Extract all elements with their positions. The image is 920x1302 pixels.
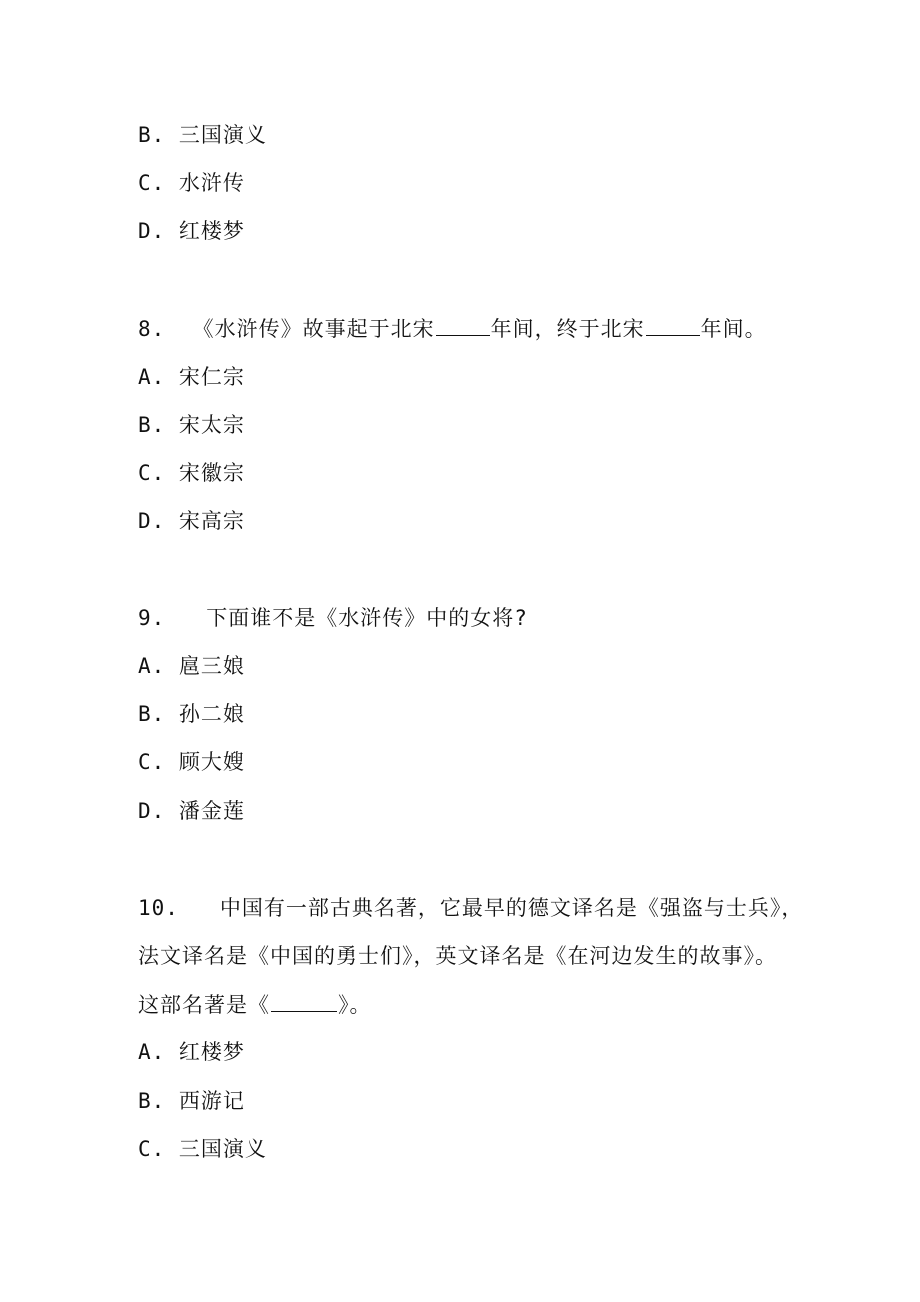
q10-stem-line2: 法文译名是《中国的勇士们》，英文译名是《在河边发生的故事》。 — [138, 944, 777, 968]
q8-number: 8. — [138, 317, 166, 341]
q9-option-b: B. 孙二娘 — [138, 702, 245, 726]
q10-option-b: B. 西游记 — [138, 1089, 245, 1113]
q8-blank-1 — [436, 313, 490, 336]
q8-stem — [138, 313, 767, 344]
q9-option-a: A. 扈三娘 — [138, 654, 245, 678]
q9-option-d: D. 潘金莲 — [138, 799, 245, 823]
q10-stem-line3 — [138, 989, 372, 1020]
q9-number: 9. — [138, 606, 166, 630]
q8-option-c: C. 宋徽宗 — [138, 461, 245, 485]
q10-stem-line1 — [138, 893, 803, 923]
q8-option-a: A. 宋仁宗 — [138, 365, 245, 389]
q10-line3-part1: 这部名著是《 — [138, 993, 270, 1017]
q10-blank — [271, 989, 337, 1012]
q8-blank-2 — [646, 313, 700, 336]
q7-option-c: C. 水浒传 — [138, 171, 245, 195]
q9-text: 下面谁不是《水浒传》中的女将? — [206, 606, 528, 630]
q9-option-c: C. 顾大嫂 — [138, 750, 245, 774]
q8-option-b: B. 宋太宗 — [138, 413, 245, 437]
q10-line1-text: 中国有一部古典名著，它最早的德文译名是《强盗与士兵》， — [219, 896, 804, 920]
q7-option-d: D. 红楼梦 — [138, 219, 245, 243]
q8-text-part1: 《水浒传》故事起于北宋 — [192, 317, 435, 341]
q10-option-a: A. 红楼梦 — [138, 1040, 245, 1064]
q10-option-c: C. 三国演义 — [138, 1137, 267, 1161]
q10-line3-part2: 》。 — [338, 993, 372, 1017]
q10-number: 10. — [138, 896, 179, 920]
q8-option-d: D. 宋高宗 — [138, 509, 245, 533]
q9-stem — [138, 603, 528, 633]
q8-text-part3: 年间。 — [700, 317, 767, 341]
q8-text-part2: 年间，终于北宋 — [490, 317, 645, 341]
q7-option-b: B. 三国演义 — [138, 123, 267, 147]
